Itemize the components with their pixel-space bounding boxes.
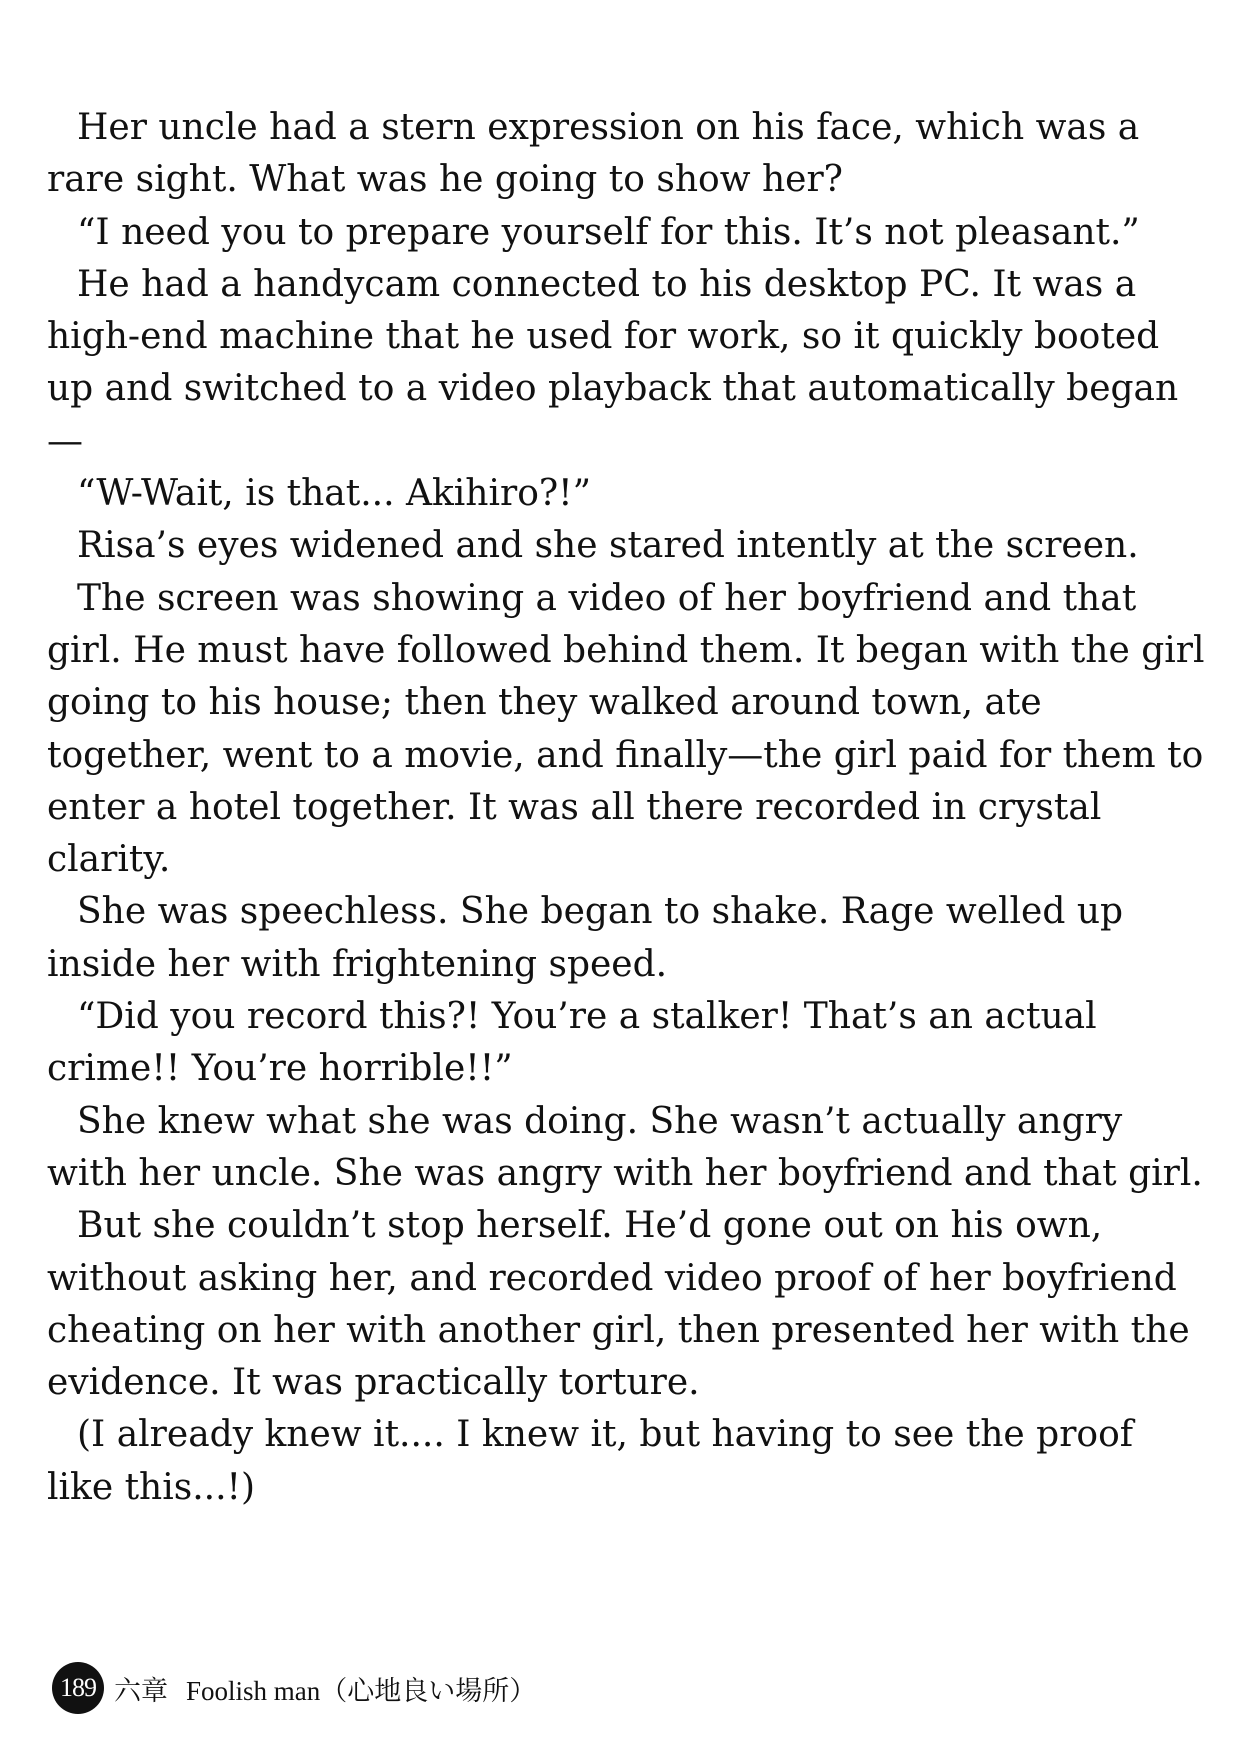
paragraph: Risa’s eyes widened and she stared intently at the screen.: [77, 525, 1139, 567]
paragraph: She knew what she was doing. She wasn’t actually angry with her uncle. She was angry with her boyfriend and that girl.: [47, 1100, 1203, 1194]
body-text: [47, 102, 1207, 1514]
page-number: 189: [52, 1662, 104, 1714]
paragraph: “W-Wait, is that... Akihiro?!”: [77, 473, 592, 515]
paragraph: She was speechless. She began to shake. Rage welled up inside her with frightening speed.: [47, 891, 1124, 985]
paragraph: Her uncle had a stern expression on his face, which was a rare sight. What was he going to show her?: [47, 107, 1140, 201]
paragraph: “Did you record this?! You’re a stalker! That’s an actual crime!! You’re horrible!!”: [47, 996, 1097, 1090]
page-footer: [52, 1662, 536, 1714]
paragraph: He had a handycam connected to his desktop PC. It was a high-end machine that he used for work, so it quickly booted up and switched to a video playback that automatically began—: [47, 263, 1179, 462]
chapter-label: 六章: [114, 1675, 168, 1706]
paragraph: The screen was showing a video of her boyfriend and that girl. He must have followed behind them. It began with the girl going to his house; then they walked around town, ate together, went to a movie, and finally—the girl paid for them to enter a hotel together. It was all there recorded in crystal clarity.: [47, 577, 1205, 881]
paragraph: But she couldn’t stop herself. He’d gone out on his own, without asking her, and recorded video proof of her boyfriend cheating on her with another girl, then presented her with the evidence. It was practically torture.: [47, 1205, 1190, 1404]
paragraph: “I need you to prepare yourself for this. It’s not pleasant.”: [77, 211, 1140, 253]
paragraph: (I already knew it.... I knew it, but having to see the proof like this...!): [47, 1414, 1134, 1508]
chapter-title: Foolish man（心地良い場所）: [186, 1675, 537, 1706]
